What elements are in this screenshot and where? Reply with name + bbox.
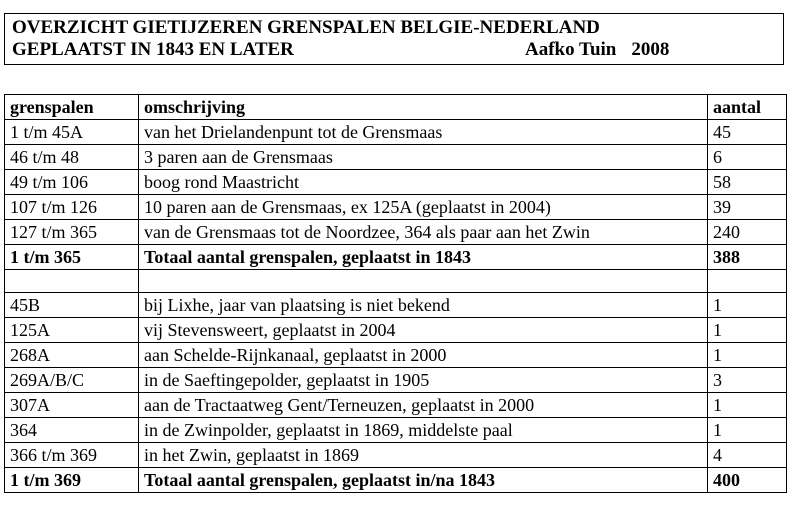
cell-grenspalen: 366 t/m 369 bbox=[5, 443, 139, 468]
cell-aantal: 6 bbox=[708, 145, 787, 170]
cell-grenspalen: 46 t/m 48 bbox=[5, 145, 139, 170]
cell-grenspalen: 268A bbox=[5, 343, 139, 368]
title-line-2-row bbox=[12, 39, 783, 61]
blank-cell bbox=[5, 270, 139, 293]
cell-aantal: 4 bbox=[708, 443, 787, 468]
cell-aantal: 39 bbox=[708, 195, 787, 220]
cell-aantal: 1 bbox=[708, 293, 787, 318]
total-omschrijving: Totaal aantal grenspalen, geplaatst in/na 1843 bbox=[139, 468, 708, 493]
total-row-1843 bbox=[5, 245, 787, 270]
cell-omschrijving: in het Zwin, geplaatst in 1869 bbox=[139, 443, 708, 468]
table-row bbox=[5, 393, 787, 418]
cell-aantal: 1 bbox=[708, 318, 787, 343]
header-aantal: aantal bbox=[708, 95, 787, 120]
cell-omschrijving: 10 paren aan de Grensmaas, ex 125A (geplaatst in 2004) bbox=[139, 195, 708, 220]
table-row bbox=[5, 443, 787, 468]
table-row bbox=[5, 418, 787, 443]
total-aantal: 388 bbox=[708, 245, 787, 270]
cell-grenspalen: 125A bbox=[5, 318, 139, 343]
cell-omschrijving: boog rond Maastricht bbox=[139, 170, 708, 195]
title-box bbox=[4, 13, 784, 65]
blank-cell bbox=[139, 270, 708, 293]
title-line-1: OVERZICHT GIETIJZEREN GRENSPALEN BELGIE-NEDERLAND bbox=[12, 17, 600, 38]
table-row bbox=[5, 293, 787, 318]
cell-aantal: 58 bbox=[708, 170, 787, 195]
title-year: 2008 bbox=[631, 39, 670, 60]
cell-omschrijving: in de Zwinpolder, geplaatst in 1869, middelste paal bbox=[139, 418, 708, 443]
cell-grenspalen: 49 t/m 106 bbox=[5, 170, 139, 195]
table-row bbox=[5, 220, 787, 245]
cell-omschrijving: vij Stevensweert, geplaatst in 2004 bbox=[139, 318, 708, 343]
table-header-row bbox=[5, 95, 787, 120]
cell-aantal: 1 bbox=[708, 418, 787, 443]
header-grenspalen: grenspalen bbox=[5, 95, 139, 120]
cell-omschrijving: 3 paren aan de Grensmaas bbox=[139, 145, 708, 170]
cell-aantal: 45 bbox=[708, 120, 787, 145]
total-grenspalen: 1 t/m 365 bbox=[5, 245, 139, 270]
cell-aantal: 1 bbox=[708, 393, 787, 418]
table-row bbox=[5, 195, 787, 220]
cell-omschrijving: aan Schelde-Rijnkanaal, geplaatst in 2000 bbox=[139, 343, 708, 368]
cell-grenspalen: 107 t/m 126 bbox=[5, 195, 139, 220]
header-omschrijving: omschrijving bbox=[139, 95, 708, 120]
blank-separator-row bbox=[5, 270, 787, 293]
boundary-posts-table bbox=[4, 94, 787, 493]
cell-grenspalen: 45B bbox=[5, 293, 139, 318]
cell-grenspalen: 364 bbox=[5, 418, 139, 443]
cell-omschrijving: in de Saeftingepolder, geplaatst in 1905 bbox=[139, 368, 708, 393]
table-row bbox=[5, 145, 787, 170]
table-row bbox=[5, 120, 787, 145]
total-row-all bbox=[5, 468, 787, 493]
cell-aantal: 1 bbox=[708, 343, 787, 368]
cell-aantal: 240 bbox=[708, 220, 787, 245]
cell-grenspalen: 269A/B/C bbox=[5, 368, 139, 393]
total-grenspalen: 1 t/m 369 bbox=[5, 468, 139, 493]
author-name: Aafko Tuin bbox=[525, 39, 617, 60]
title-line-2: GEPLAATST IN 1843 EN LATER bbox=[12, 39, 294, 60]
cell-grenspalen: 1 t/m 45A bbox=[5, 120, 139, 145]
total-aantal: 400 bbox=[708, 468, 787, 493]
cell-grenspalen: 307A bbox=[5, 393, 139, 418]
cell-omschrijving: bij Lixhe, jaar van plaatsing is niet bekend bbox=[139, 293, 708, 318]
total-omschrijving: Totaal aantal grenspalen, geplaatst in 1843 bbox=[139, 245, 708, 270]
table-row bbox=[5, 318, 787, 343]
cell-omschrijving: aan de Tractaatweg Gent/Terneuzen, geplaatst in 2000 bbox=[139, 393, 708, 418]
table-row bbox=[5, 170, 787, 195]
cell-grenspalen: 127 t/m 365 bbox=[5, 220, 139, 245]
blank-cell bbox=[708, 270, 787, 293]
cell-aantal: 3 bbox=[708, 368, 787, 393]
table-row bbox=[5, 368, 787, 393]
cell-omschrijving: van het Drielandenpunt tot de Grensmaas bbox=[139, 120, 708, 145]
table-row bbox=[5, 343, 787, 368]
cell-omschrijving: van de Grensmaas tot de Noordzee, 364 als paar aan het Zwin bbox=[139, 220, 708, 245]
